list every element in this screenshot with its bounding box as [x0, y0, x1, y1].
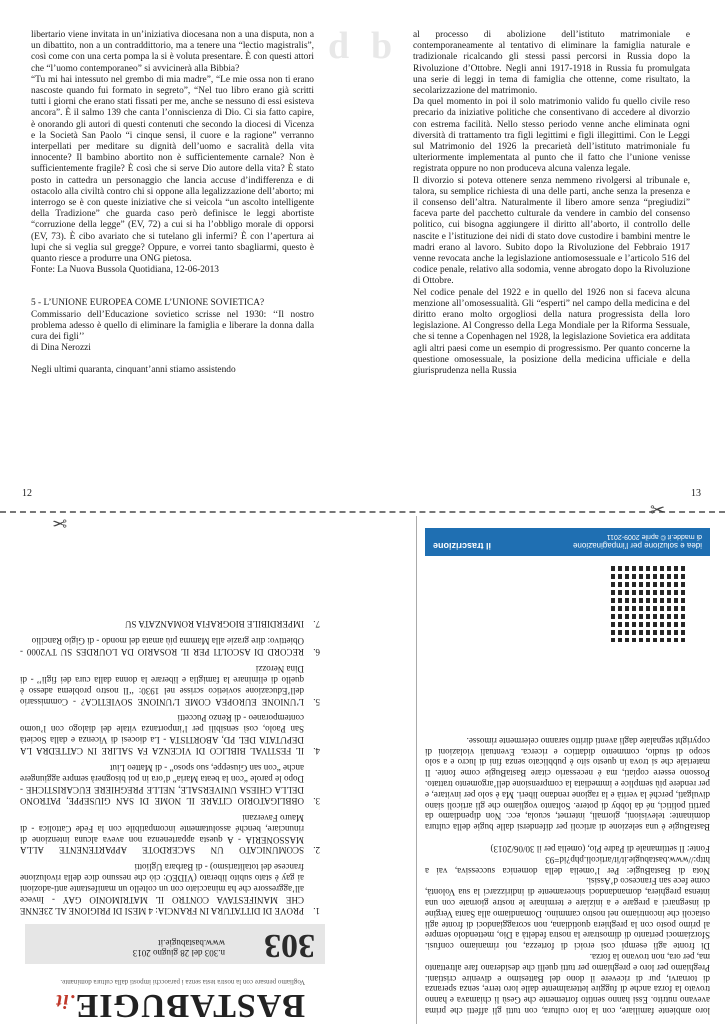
column-divider [416, 516, 417, 1024]
section-author: di Dina Nerozzi [31, 343, 91, 354]
tagline: Vogliamo pensare con la nostra testa senza i paraocchi imposti dalla cultura dominante. [60, 978, 305, 986]
section-heading: 5 - L’UNIONE EUROPEA COME L’UNIONE SOVIETICA? [31, 298, 265, 309]
note-line: Nota di BastaBugie: Per l’omelia della domenica successiva, vai a http://www.bastabugie.it/it/articoli.php?id=93 [425, 854, 710, 876]
scissors-icon: ✂ [52, 513, 68, 533]
paragraph: Negli ultimi quaranta, cinquant’anni stiamo assistendo [31, 365, 236, 376]
watermark-letter-left: d [328, 25, 350, 67]
cut-line [0, 511, 725, 513]
toc-item[interactable]: 4. IL FESTIVAL BIBLICO DI VICENZA FA SALIRE IN CATTEDRA LA DEPUTATA DEL PD, ABORTISTA - La diocesi di Vicenza e dalla Società San Paolo, così sensibili per l’importanza vitale del dialogo con l’uomo contemporaneo - di Renzo Puccetti [20, 713, 320, 757]
logo-line2: di madde.it © aprile 2009-2011 [606, 533, 702, 540]
toc-item[interactable]: 3. OBBLIGATORIO CITARE IL NOME DI SAN GIUSEPPE, PATRONO DELLA CHIESA UNIVERSALE, NELLE PREGHIERE EUCARISTICHE - Dopo le parole “con la beata Maria” d’ora in poi bisognerà sempre aggiungere anche “con san Giuseppe, suo sposo” - di Matteo Liut [20, 763, 320, 806]
paragraph: al processo di abolizione dell’istituto matrimoniale e contemporaneamente al tentativo di eliminare la famiglia naturale e tradizionale ricalcando gli stessi passi percorsi in Russia dopo la Rivoluzione d’Ottobre. Negli anni 1917-1918 in Russia fu promulgata una serie di leggi in tema di famiglia che ottenne, come risultato, la secolarizzazione del matrimonio. [413, 30, 690, 97]
qr-code [609, 566, 685, 642]
brand-suffix: .it [55, 990, 75, 1012]
left-text-column [31, 30, 314, 377]
toc-item[interactable]: 6. RECORD DI ASCOLTI PER IL ROSARIO DA LOURDES SU TV2000 - Obiettivo: dire grazie alla Mamma più amata del mondo - di Gigio Rancilio [20, 636, 320, 657]
issue-number: 303 [264, 927, 315, 964]
source-line: Fonte: Il settimanale di Padre Pio, (omelia per il 30/06/2013) [490, 844, 710, 855]
toc-item[interactable]: 5. L’UNIONE EUROPEA COME L’UNIONE SOVIETICA? - Commissario dell’Educazione sovietico scrisse nel 1930: ‘‘Il nostro problema adesso è quello di eliminare la famiglia e liberare la donna dalla cura dei figli’’ - di Dina Nerozzi [20, 663, 320, 707]
disclaimer: BastaBugie è una selezione di articoli per difendersi dalle bugie della cultura dominante: televisioni, giornali, internet, scuola, ecc. Non dipendiamo da partiti politici, né da lobby di potere. Soltanto vogliamo che gli articoli siano divulgati, perché la verità e la ragione rendano liberi. Ma è solo per invitare, e per rendere più semplice e immediata la comprensione dell’argomento trattato. Possono essere copiati, ma è necessario citare BastaBugie come fonte. Il materiale che si trova in questo sito è pubblicato senza fini di lucro e a solo scopo di studio, commento didattico e ricerca. Eventuali violazioni di copyright segnalate dagli aventi diritto saranno celermente rimosse. [425, 735, 710, 833]
publisher-logo-box [425, 528, 710, 556]
logo-name: il trascrizione [433, 541, 492, 551]
site-url[interactable]: www.bastabugie.it [158, 938, 225, 948]
masthead [15, 978, 305, 1024]
brand-logo [15, 986, 305, 1024]
bottom-flipped-page [0, 516, 725, 1024]
table-of-contents [20, 612, 320, 916]
bottom-left-column [425, 735, 710, 1016]
paragraph: Di fronte agli esempi così eroici di fortezza, noi rimaniamo confusi. Sforziamoci pertanto di dimostrare la nostra fedeltà a Dio, mettendolo sempre al primo posto con la preghiera quotidiana, non scoraggiandoci di fronte agli ostacoli che incontriamo nel nostro cammino. Domandiamo alla Santa Vergine di insegnarci a pregare e a iniziare e terminare le nostre giornate con una intensa preghiera, domandandoci sinceramente di indirizzarci la sua Volontà, come fece san Francesco d’Assisi. [425, 876, 710, 952]
top-spread [0, 0, 725, 505]
section-subtitle: Commissario dell’Educazione sovietico scrisse nel 1930: ‘‘Il nostro problema adesso è quello di eliminare la famiglia e liberare la donna dalla cura dei figli’’ [31, 309, 314, 343]
scissors-icon: ✂ [650, 500, 666, 520]
paragraph: libertario viene invitata in un’iniziativa diocesana non a una disputa, non a un dibattito, non a un contraddittorio, ma a tenere una “lectio magistralis”, così come con una certa pompa la si è voluta presentare. È con questi attori che “l’uomo contemporaneo” si avvicinerà alla Bibbia? [31, 30, 314, 74]
watermark-letter-right: b [371, 25, 393, 67]
toc-item[interactable]: 1. PROVE DI DITTATURA IN FRANCIA: 4 MESI DI PRIGIONE AL 23ENNE CHE MANIFESTAVA CONTRO IL MATRIMONIO GAY - Invece all’aggressore che ha minacciato con un coltello un manifestante anti-adozioni ai gay è stato subito liberato (VIDEO: ciò che nessuno dice della rivoluzione francese del totalitarismo) - di Barbara Ugliotti [20, 862, 320, 916]
issue-date: n.303 del 28 giugno 2013 [132, 948, 225, 958]
paragraph: Da quel momento in poi il solo matrimonio valido fu quello civile reso precario da iniziative politiche che consentivano di accedere al divorzio con estrema facilità. Nello stesso periodo venne anche eliminata ogni diversità di trattamento tra figli legittimi e figli illegittimi. Con le Leggi sul Matrimonio del 1926 la precarietà dell’istituto matrimoniale fu ulteriormente implementata al punto che il fatto che l’unione venisse registrata oppure no non produceva alcuna valenza legale. [413, 97, 690, 175]
toc-item[interactable]: 7. IMPERDIBILE BIOGRAFIA ROMANZATA SU [124, 619, 320, 630]
paragraph: Nel codice penale del 1922 e in quello del 1926 non si faceva alcuna menzione all’omosessualità. Gli “esperti” nel campo della medicina e del diritto erano molto orgogliosi della natura progressista della loro legislazione. Al Congresso della Lega Mondiale per la Riforma Sessuale, che si tenne a Copenhagen nel 1928, la legislazione Sovietica era additata agli altri paesi come un esempio di progressismo. Per quanto concerne la questione omosessuale, la posizione della medicina ufficiale e della giurisprudenza nella Russia [413, 287, 690, 377]
logo-line1: idea e soluzione per l’impaginazione [573, 541, 702, 550]
toc-item[interactable]: 2. SCOMUNICATO UN SACERDOTE APPARTENENTE ALLA MASSONERIA - A questa appartenenza non aveva alcuna intenzione di rinunciare, benché assolutamente incompatibile con la Fede Cattolica - di Mauro Faverzani [20, 812, 320, 856]
paragraph: “Tu mi hai intessuto nel grembo di mia madre”, “Le mie ossa non ti erano nascoste quando fui formato in segreto”, “Nel tuo libro erano già scritti tutti i giorni che erano stati fissati per me, anche se nessuno di essi esisteva ancora”. È il salmo 139 che canta l’onniscienza di Dio. Ci sia fatto capire, è onorando gli autori di questi contenuti che secondo la diocesi di Vicenza e la Società San Paolo “i cinque sensi, il cuore e la ragione” verranno interpellati per meditare su dignità dell’uomo e sacralità della vita innocente? Il bambino abortito non è sufficientemente carnale? Non è sufficientemente fragile? È così che si serve Dio autore della vita? È stato posto in cattedra un personaggio che lancia accuse d’indifferenza e di ostacolo alla civiltà contro chi si oppone alla legalizzazione dell’aborto; mi interrogo se è con queste iniziative che si veicola “un ascolto intelligente della Tradizione” che guarda caso però definisce le leggi abortiste “corruzione della legge” (EV, 72) a cui si ha l’obbligo morale di opporsi (EV, 73). È cibo avariato che si tutelano gli infermi? È con l’apertura ai lupi che si veglia sul gregge? Oppure, e vorrei tanto sbagliarmi, questo è quanto riesce a produrre una ONG pietosa. [31, 74, 314, 265]
page-number-left: 12 [22, 488, 32, 499]
issue-info [133, 938, 225, 958]
paragraph: loro ambiente familiare, con la loro cultura, con tutti gli affetti che prima avevano nutrito. Essi hanno sentito fortemente che Gesù li chiamava e hanno trovato la forza anche di fuggire letteralmente dalle loro terre, senza speranza di tornarvi, pur di ricevere il dono del Battesimo e divenire cristiani. Preghiamo per loro e preghiamo per tutti quelli che desiderano fare altrettanto ma, per ora, non trovano la forza. [425, 952, 710, 1016]
source-line: Fonte: La Nuova Bussola Quotidiana, 12-06-2013 [31, 265, 219, 276]
right-text-column [413, 30, 690, 377]
paragraph: Il divorzio si poteva ottenere senza nemmeno rivolgersi al tribunale e, talora, su semplice richiesta di una delle parti, anche senza la presenza e il consenso dell’altra. Naturalmente il libero amore senza “pregiudizi” faceva parte del pacchetto culturale da vendere in cambio del consenso politico, cui bisogna aggiungere il diritto all’aborto, il controllo delle nascite e l’istituzione dei nidi di stato dove custodire i bambini mentre le madri erano al lavoro. Subito dopo la Rivoluzione del Febbraio 1917 venne revocata anche la legislazione antiomosessuale e l’articolo 516 del codice penale, relativo alla sodomia, venne abrogato dopo la Rivoluzione di Ottobre. [413, 175, 690, 287]
page-number-right: 13 [691, 488, 701, 499]
brand-name: BASTABUGIE [74, 987, 305, 1024]
rotated-content [0, 516, 725, 1024]
